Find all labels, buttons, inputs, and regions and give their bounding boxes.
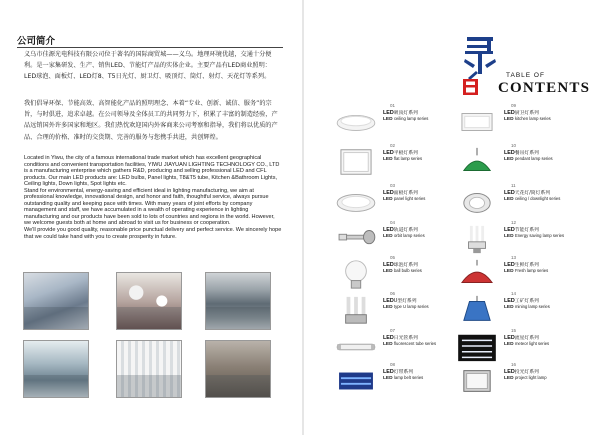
toc-item-number: 13	[511, 255, 517, 260]
logo-glyph-bottom	[463, 79, 478, 95]
toc-logo	[461, 35, 499, 97]
factory-photo-4	[23, 340, 89, 398]
toc-item-en-label: LED type U lamp series	[383, 304, 429, 310]
toc-item-thumbnail	[334, 186, 378, 218]
toc-item-cn-label: LED轨道灯系列	[383, 227, 418, 233]
toc-item-en-label: LED mining lamp series	[504, 304, 550, 310]
toc-title: CONTENTS	[498, 80, 591, 96]
toc-item-cn-label: LED面板灯系列	[383, 190, 418, 196]
factory-photo-2	[116, 272, 182, 330]
logo-glyph-top	[464, 37, 496, 80]
toc-item-en-label: LED lamp belt series	[383, 375, 424, 381]
toc-item-thumbnail	[334, 223, 378, 255]
toc-item-cn-label: LED平板灯系列	[383, 150, 418, 156]
cn-paragraph-1: 义乌市佳源光电科技有限公司位于著名的国际商贸城——义乌。地理环境优越，交通十分便利。是一家集研发、生产、销售LED、节能灯产品的实体企业。主要产品有LED商业照明：LED球泡、面板灯、LED灯8、T5日光灯、厨卫灯、吸顶灯、筒灯、射灯、天花灯等系列。	[24, 51, 272, 81]
toc-item-ceiling-lamp[interactable]	[334, 103, 446, 143]
toc-item-number: 02	[390, 143, 396, 148]
toc-item-en-label: LED fluorescent tube series	[383, 341, 437, 347]
toc-item-thumbnail	[455, 106, 499, 138]
toc-item-en-label: LED ceiling / downlight series	[504, 196, 561, 202]
toc-item-cn-label: LEDU型灯系列	[383, 298, 417, 304]
toc-item-number: 03	[390, 183, 396, 188]
toc-item-number: 09	[511, 103, 517, 108]
toc-item-cn-label: LED投光灯系列	[504, 369, 539, 375]
toc-item-u-lamp[interactable]	[334, 291, 446, 331]
toc-item-kitchen-lamp[interactable]	[455, 103, 567, 143]
toc-item-thumbnail	[334, 258, 378, 290]
toc-item-en-label: LED kitchen lamp series	[504, 116, 551, 122]
toc-item-thumbnail	[334, 294, 378, 326]
toc-item-en-label: LED Energy saving lamp series	[504, 233, 565, 239]
toc-item-cn-label: LED厨卫灯系列	[504, 110, 539, 116]
factory-photo-5	[116, 340, 182, 398]
en-paragraph-1: Located in Yiwu, the city of a famous international trade market which has excellent geographical conditions and convenient transportation facilities, YIWU JIAYUAN LIGHTING TECHNOLOGY CO., LTD is a manufacturing enterprise which gathers R&D, producing and selling professional LED and CFL products. Our main LED products are: LED bulbs, Panel lights, T8&T5 tube, Kitchen &Bathroom Lights, Ceiling lights, Down lights, Spot lights etc.	[24, 155, 280, 188]
toc-item-cfl[interactable]	[455, 220, 567, 260]
toc-item-cn-label: LED生鲜灯系列	[504, 262, 539, 268]
toc-item-number: 11	[511, 183, 516, 188]
toc-item-flat-panel[interactable]	[334, 143, 446, 183]
cn-paragraph-2: 我们倡导环保、节能高效、高智能化产品的照明理念、本着“专业、创新、诚信、服务”的宗旨，与时俱进，追求卓越。在公司领导及全体员工的共同努力下，积累了丰富的制造经验，产品远销国外许多国家和地区。我们热忱欢迎国内外客商来公司考察和指导，我们将以优质的产品、合理的价格、准时的交货期、完善的服务与您携手共进，共创辉煌。	[24, 100, 278, 141]
toc-item-en-label: LED Fresh lamp series	[504, 268, 549, 274]
toc-item-thumbnail	[455, 258, 499, 290]
toc-item-cn-label: LED吸顶灯系列	[383, 110, 418, 116]
toc-item-cn-label: LED工矿灯系列	[504, 298, 539, 304]
toc-item-thumbnail	[455, 223, 499, 255]
toc-item-round-panel[interactable]	[334, 183, 446, 223]
toc-item-track-light[interactable]	[334, 220, 446, 260]
toc-item-cn-label: LED天花灯/筒灯系列	[504, 190, 550, 196]
en-paragraph-3: We'll provide you good quality, reasonable price punctual delivery and perfect service. We sincerely hope that we could take hand with you to create prosperity in future.	[24, 227, 282, 240]
toc-item-thumbnail	[455, 146, 499, 178]
en-intro	[24, 155, 282, 240]
toc-item-cn-label: LED餐吊灯系列	[504, 150, 539, 156]
toc-item-thumbnail	[455, 365, 499, 397]
toc-item-en-label: LED orbit lamp series	[383, 233, 425, 239]
toc-item-cn-label: LED灯带系列	[383, 369, 413, 375]
toc-item-highbay[interactable]	[455, 291, 567, 331]
toc-item-strip[interactable]	[334, 362, 446, 402]
toc-item-number: 04	[390, 220, 396, 225]
toc-item-en-label: LED flat lamp series	[383, 156, 423, 162]
toc-item-number: 15	[511, 328, 517, 333]
factory-photo-3	[205, 272, 271, 330]
toc-item-fresh-lamp[interactable]	[455, 255, 567, 295]
toc-item-thumbnail	[455, 294, 499, 326]
toc-item-thumbnail	[455, 331, 499, 363]
toc-item-number: 14	[511, 291, 517, 296]
toc-item-en-label: LED pendant lamp series	[504, 156, 553, 162]
toc-item-en-label: LED ball bulb series	[383, 268, 422, 274]
toc-item-number: 06	[390, 291, 396, 296]
toc-item-bulb[interactable]	[334, 255, 446, 295]
toc-item-number: 01	[390, 103, 396, 108]
toc-item-thumbnail	[334, 106, 378, 138]
toc-item-en-label: LED panel light series	[383, 196, 426, 202]
factory-photo-6	[205, 340, 271, 398]
toc-item-number: 07	[390, 328, 396, 333]
toc-item-cn-label: LED节能灯系列	[504, 227, 539, 233]
toc-item-pendant[interactable]	[455, 143, 567, 183]
title-divider	[17, 47, 283, 48]
toc-item-flood[interactable]	[455, 362, 567, 402]
toc-subtitle: TABLE OF	[506, 72, 545, 79]
toc-item-number: 16	[511, 362, 517, 367]
toc-item-en-label: LED project light lamp	[504, 375, 547, 381]
toc-item-cn-label: LED日光管系列	[383, 335, 418, 341]
factory-photo-1	[23, 272, 89, 330]
toc-item-thumbnail	[455, 186, 499, 218]
toc-item-downlight[interactable]	[455, 183, 567, 223]
toc-item-number: 08	[390, 362, 396, 367]
toc-item-en-label: LED ceiling lamp series	[383, 116, 429, 122]
toc-item-thumbnail	[334, 146, 378, 178]
toc-item-number: 05	[390, 255, 396, 260]
toc-item-thumbnail	[334, 365, 378, 397]
toc-item-cn-label: LED球泡灯系列	[383, 262, 418, 268]
toc-item-number: 12	[511, 220, 517, 225]
en-paragraph-2: Stand for environmental, energy-saving and efficient ideal in lighting manufacturing, we aim at professional knowledge, innovational design, and honor and faith, thoughtful service, always pursue outstanding quality and keeping pace with times. With many years of joint efforts by company management and staff, we have accumulated in a wealth of operating experience in lighting manufacturing and our products have been sold to lots of countries and regions in the world. However, we welcome guests both at home and abroad to visit us for business or cooperation.	[24, 187, 275, 227]
toc-item-en-label: LED meteor light series	[504, 341, 550, 347]
toc-item-number: 10	[511, 143, 517, 148]
toc-item-thumbnail	[334, 331, 378, 363]
toc-item-cn-label: LED流星灯系列	[504, 335, 539, 341]
section-title: 公司简介	[17, 36, 56, 47]
